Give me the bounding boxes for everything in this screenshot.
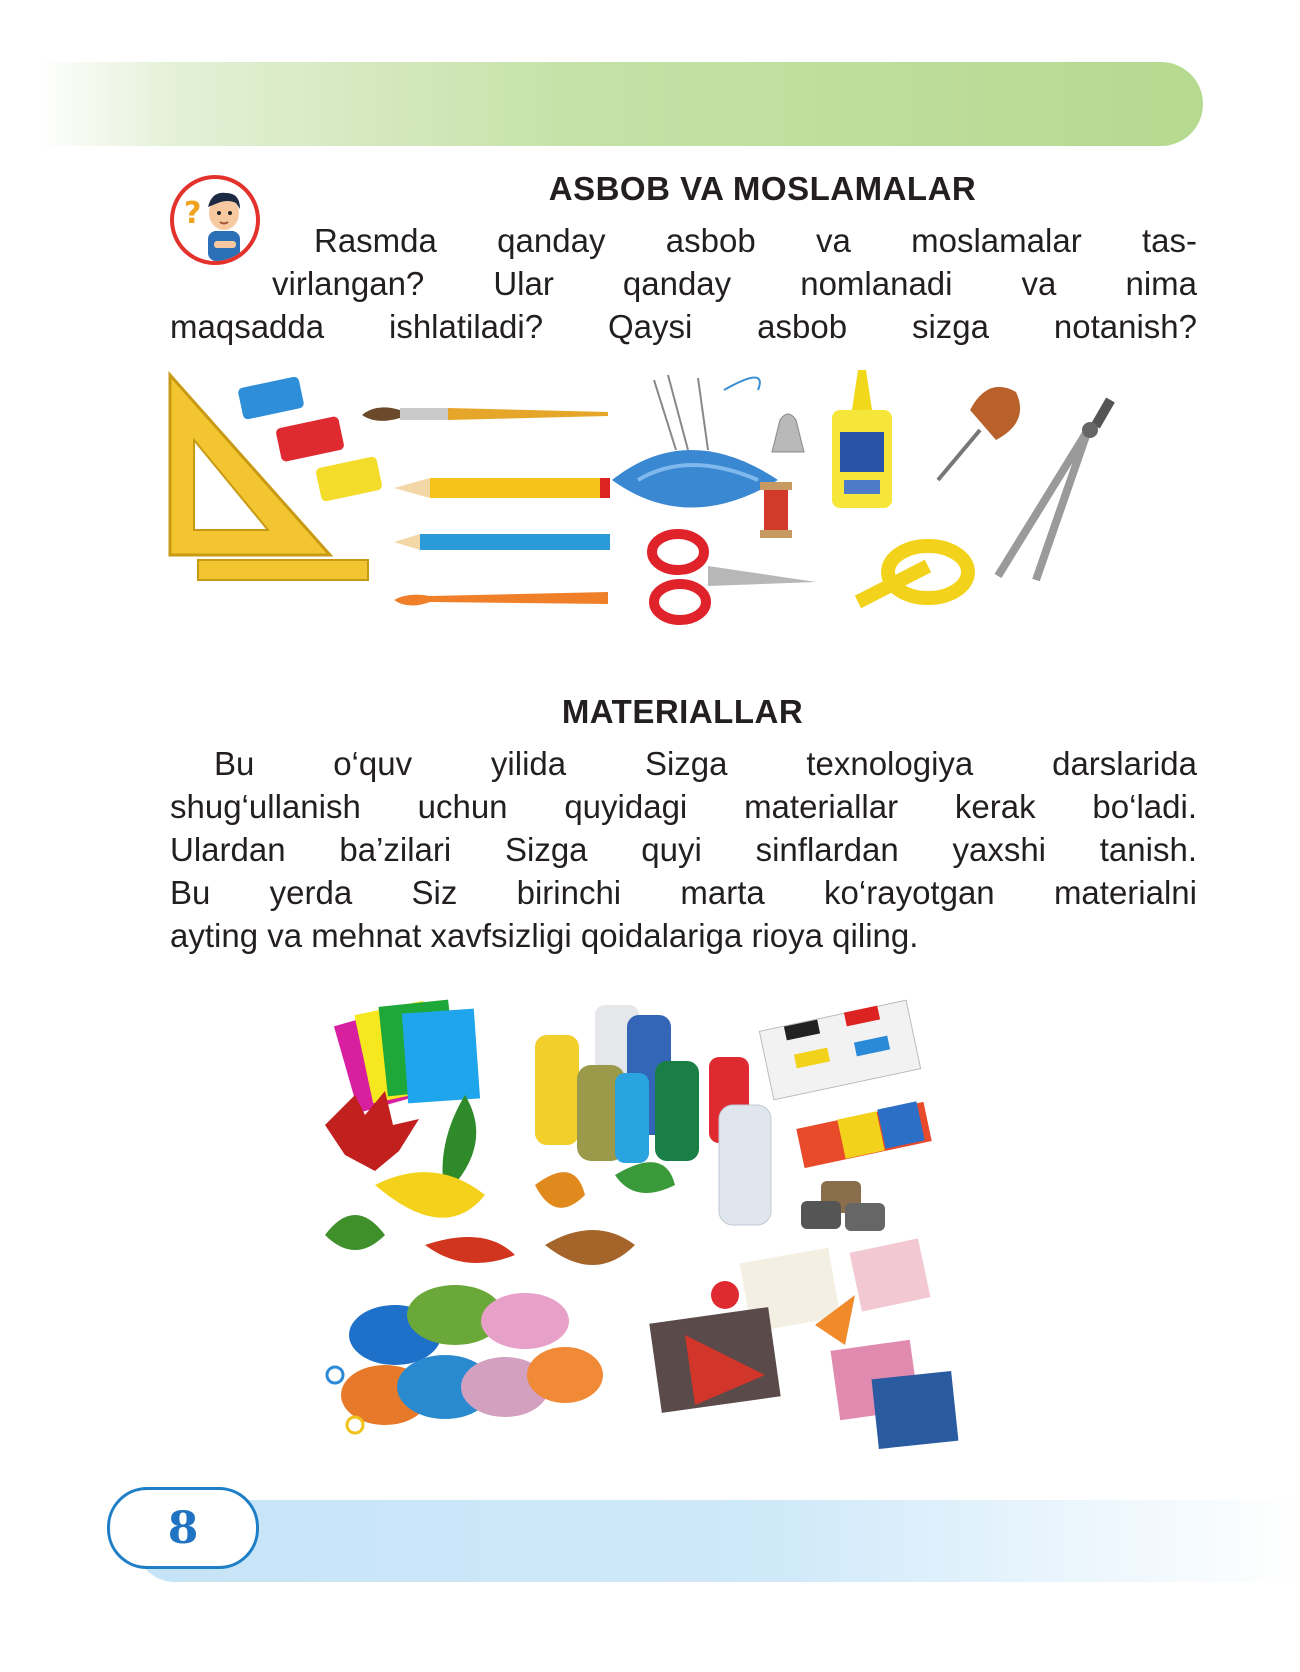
materials-paragraph xyxy=(170,742,1197,957)
clay-illustration xyxy=(801,1181,885,1231)
paragraph-line: Ulardan ba’zilari Sizga quyi sinflardan yaxshi tanish. xyxy=(170,831,1197,868)
tools-illustration xyxy=(168,370,1198,660)
paragraph-line: virlangan? Ular qanday nomlanadi va nima xyxy=(272,265,1197,302)
header-band xyxy=(38,62,1203,146)
paragraph-line: Bu o‘quv yilida Sizga texnologiya darslarida xyxy=(214,745,1197,782)
tape-measure-illustration xyxy=(858,546,968,602)
yarn-balls-illustration xyxy=(327,1285,603,1433)
footer-band xyxy=(135,1500,1300,1582)
paragraph-line: ayting va mehnat xavfsizligi qoidalariga rioya qiling. xyxy=(170,917,919,954)
colored-paper-illustration xyxy=(334,1000,480,1113)
pincushion-illustration xyxy=(612,375,778,508)
compass-illustration xyxy=(998,398,1115,580)
section-title-materials: MATERIALLAR xyxy=(561,693,804,730)
paragraph-line: shug‘ullanish uchun quyidagi materiallar kerak bo‘ladi. xyxy=(170,788,1197,825)
glue-bottle-illustration xyxy=(832,370,892,508)
paragraph-line: Bu yerda Siz birinchi marta ko‘rayotgan materialni xyxy=(170,874,1197,911)
svg-text:?: ? xyxy=(184,196,202,231)
pencils-illustration xyxy=(394,478,610,606)
materials-illustration xyxy=(315,995,1005,1470)
awl-illustration xyxy=(938,387,1020,480)
section-title-tools: ASBOB VA MOSLAMALAR xyxy=(548,170,977,207)
paintbrush-illustration xyxy=(362,407,608,420)
page-number-badge xyxy=(107,1487,259,1569)
plasticine-illustration xyxy=(759,1000,931,1168)
scissors-illustration xyxy=(652,534,816,620)
thimble-illustration xyxy=(772,414,804,452)
page-number: 8 xyxy=(167,1502,199,1554)
tools-question-paragraph xyxy=(170,219,1197,348)
paragraph-line: Rasmda qanday asbob va moslamalar tas- xyxy=(314,222,1197,259)
fabrics-illustration xyxy=(649,1238,958,1449)
paragraph-line: maqsadda ishlatiladi? Qaysi asbob sizga notanish? xyxy=(170,308,1197,345)
thread-spool-illustration xyxy=(760,482,792,538)
